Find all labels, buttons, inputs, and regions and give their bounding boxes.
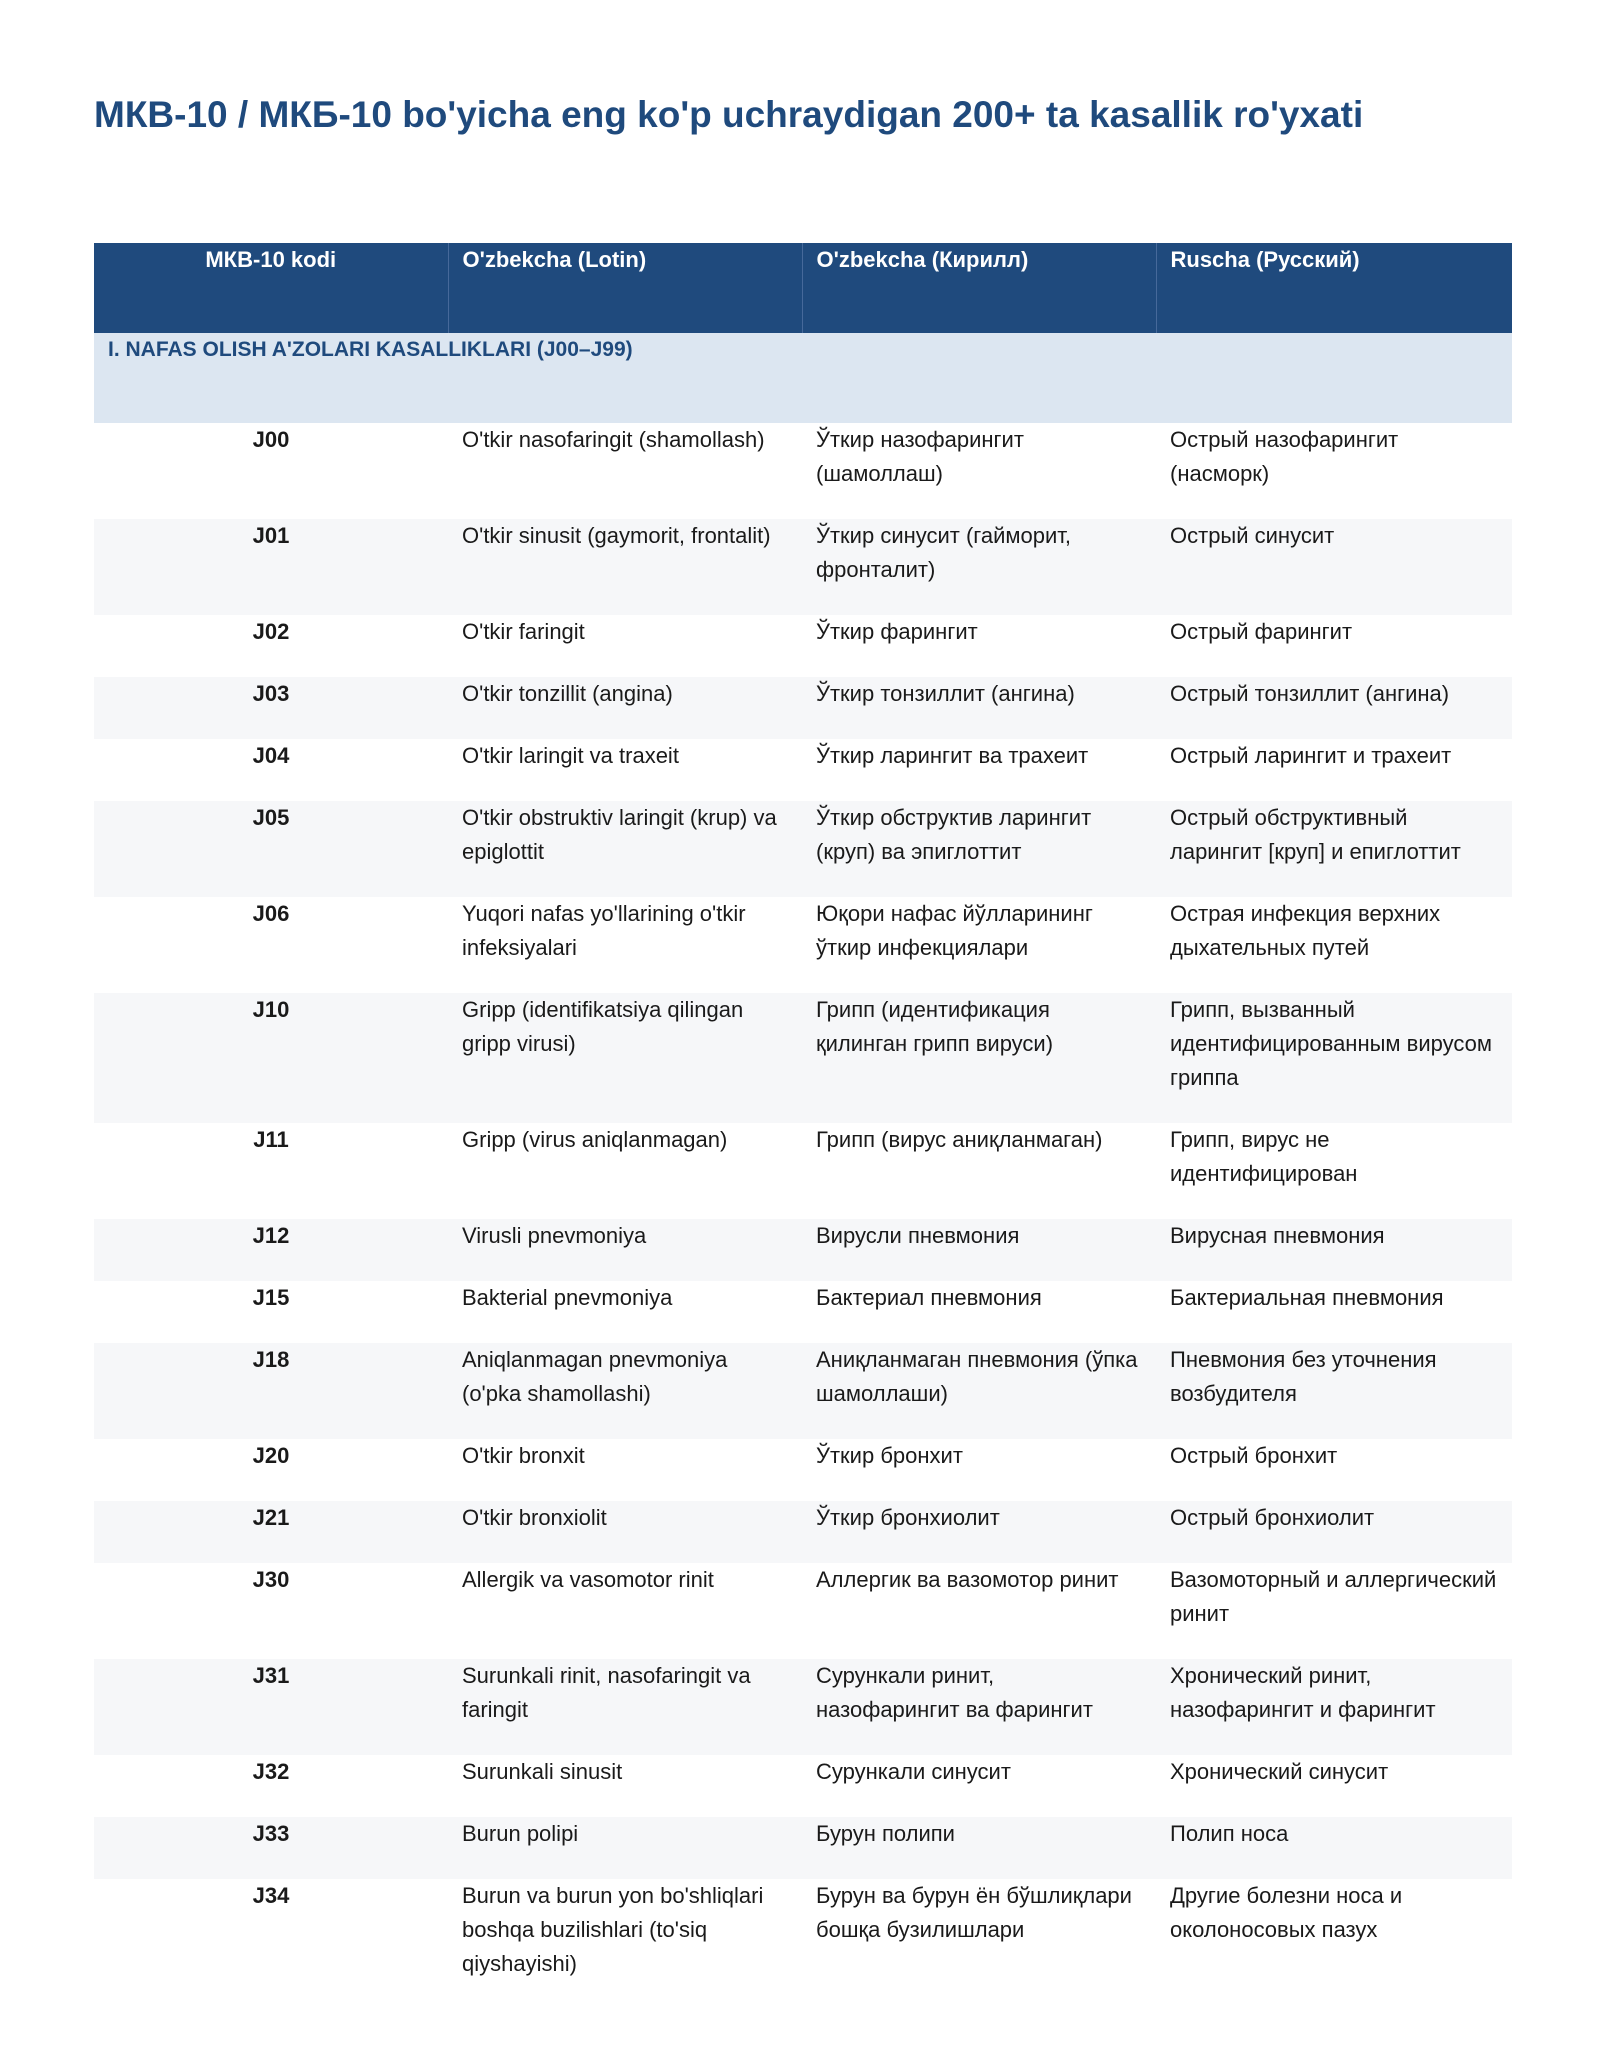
cell-uzbek-latin: Burun va burun yon bo'shliqlari boshqa buzilishlari (to'siq qiyshayishi) (462, 1883, 764, 1976)
cell-uzbek-latin: O'tkir sinusit (gaymorit, frontalit) (448, 519, 802, 615)
cell-russian: Вирусная пневмония (1156, 1219, 1512, 1281)
table-row (94, 1879, 1512, 2009)
cell-uzbek-latin: Yuqori nafas yo'llarining o'tkir infeksiyalari (462, 901, 746, 960)
cell-uzbek-cyrillic: Ўткир фарингит (816, 619, 978, 644)
table-row (94, 993, 1512, 1123)
cell-russian: Острый фарингит (1170, 619, 1353, 644)
cell-uzbek-latin: O'tkir nasofaringit (shamollash) (462, 427, 765, 452)
cell-code: J12 (94, 1219, 448, 1281)
section-row (94, 333, 1512, 423)
header-uzbek-latin: O'zbekcha (Lotin) (448, 243, 802, 333)
table-header-row (94, 243, 1512, 333)
cell-uzbek-latin: O'tkir bronxiolit (448, 1501, 802, 1563)
icd10-table (94, 243, 1512, 2009)
cell-uzbek-cyrillic: Ўткир ларингит ва трахеит (816, 743, 1089, 768)
table-header (94, 243, 1512, 333)
cell-uzbek-latin: O'tkir faringit (462, 619, 585, 644)
cell-uzbek-latin: Virusli pnevmoniya (448, 1219, 802, 1281)
cell-uzbek-latin: Surunkali rinit, nasofaringit va faringit (448, 1659, 802, 1755)
table-row (94, 1343, 1512, 1439)
cell-uzbek-cyrillic: Ўткир тонзиллит (ангина) (802, 677, 1156, 739)
cell-uzbek-latin: Gripp (virus aniqlanmagan) (462, 1127, 728, 1152)
cell-code: J05 (94, 801, 448, 897)
cell-code: J32 (252, 1759, 290, 1784)
table-row (94, 1563, 1512, 1659)
cell-uzbek-cyrillic: Аллергик ва вазомотор ринит (816, 1567, 1119, 1592)
cell-code: J06 (252, 901, 290, 926)
cell-russian: Острая инфекция верхних дыхательных путей (1170, 901, 1441, 960)
cell-uzbek-latin: Surunkali sinusit (462, 1759, 623, 1784)
cell-russian: Грипп, вирус не идентифицирован (1170, 1127, 1358, 1186)
cell-uzbek-cyrillic: Аниқланмаган пневмония (ўпка шамоллаши) (802, 1343, 1156, 1439)
cell-uzbek-latin: Burun polipi (448, 1817, 802, 1879)
table-row (94, 1123, 1512, 1219)
cell-code: J10 (94, 993, 448, 1123)
table-row (94, 1817, 1512, 1879)
table-row (94, 1755, 1512, 1817)
cell-russian: Хронический синусит (1170, 1759, 1389, 1784)
cell-code: J31 (94, 1659, 448, 1755)
cell-code: J15 (252, 1285, 290, 1310)
cell-uzbek-cyrillic: Вирусли пневмония (802, 1219, 1156, 1281)
cell-uzbek-cyrillic: Грипп (идентификация қилинган грипп вируси) (802, 993, 1156, 1123)
header-russian: Ruscha (Русский) (1156, 243, 1512, 333)
table-row (94, 615, 1512, 677)
cell-uzbek-cyrillic: Ўткир бронхит (816, 1443, 963, 1468)
cell-uzbek-latin: O'tkir obstruktiv laringit (krup) va epiglottit (448, 801, 802, 897)
cell-uzbek-latin: Gripp (identifikatsiya qilingan gripp virusi) (448, 993, 802, 1123)
cell-uzbek-cyrillic: Бурун полипи (802, 1817, 1156, 1879)
cell-uzbek-latin: O'tkir bronxit (462, 1443, 585, 1468)
header-code: МКВ-10 kodi (94, 243, 448, 333)
cell-uzbek-cyrillic: Бурун ва бурун ён бўшлиқлари бошқа бузилишлари (816, 1883, 1132, 1942)
cell-russian: Полип носа (1156, 1817, 1512, 1879)
cell-uzbek-latin: O'tkir laringit va traxeit (462, 743, 679, 768)
cell-uzbek-latin: Aniqlanmagan pnevmoniya (o'pka shamollashi) (448, 1343, 802, 1439)
cell-code: J11 (253, 1127, 289, 1152)
cell-code: J21 (94, 1501, 448, 1563)
table-row (94, 1659, 1512, 1755)
cell-russian: Острый обструктивный ларингит [круп] и епиглоттит (1156, 801, 1512, 897)
cell-code: J01 (94, 519, 448, 615)
cell-code: J00 (252, 427, 290, 452)
table-row (94, 677, 1512, 739)
cell-russian: Бактериальная пневмония (1170, 1285, 1444, 1310)
document-title: МКВ-10 / МКБ-10 bo'yicha eng ko'p uchraydigan 200+ ta kasallik ro'yxati (94, 94, 1364, 135)
cell-uzbek-cyrillic: Сурункали синусит (816, 1759, 1011, 1784)
cell-code: J02 (252, 619, 290, 644)
cell-russian: Острый назофарингит (насморк) (1170, 427, 1399, 486)
cell-code: J30 (252, 1567, 290, 1592)
table-row (94, 1439, 1512, 1501)
cell-russian: Острый тонзиллит (ангина) (1156, 677, 1512, 739)
cell-code: J20 (252, 1443, 290, 1468)
cell-code: J03 (94, 677, 448, 739)
cell-code: J18 (94, 1343, 448, 1439)
table-row (94, 801, 1512, 897)
header-uzbek-cyrillic: O'zbekcha (Кирилл) (802, 243, 1156, 333)
table-row (94, 1281, 1512, 1343)
cell-russian: Вазомоторный и аллергический ринит (1170, 1567, 1497, 1626)
cell-uzbek-latin: Bakterial pnevmoniya (462, 1285, 673, 1310)
table-body (94, 333, 1512, 2009)
cell-uzbek-cyrillic: Юқори нафас йўлларининг ўткир инфекциялари (816, 901, 1093, 960)
cell-russian: Острый ларингит и трахеит (1170, 743, 1452, 768)
cell-uzbek-cyrillic: Ўткир обструктив ларингит (круп) ва эпиглоттит (802, 801, 1156, 897)
cell-code: J34 (252, 1883, 290, 1908)
table-row (94, 897, 1512, 993)
table-row (94, 423, 1512, 519)
cell-uzbek-cyrillic: Сурункали ринит, назофарингит ва фарингит (802, 1659, 1156, 1755)
cell-code: J04 (252, 743, 290, 768)
cell-uzbek-latin: Allergik va vasomotor rinit (462, 1567, 714, 1592)
cell-russian: Острый бронхиолит (1156, 1501, 1512, 1563)
cell-russian: Пневмония без уточнения возбудителя (1156, 1343, 1512, 1439)
cell-russian: Острый синусит (1156, 519, 1512, 615)
cell-russian: Острый бронхит (1170, 1443, 1338, 1468)
table-row (94, 519, 1512, 615)
table-row (94, 1219, 1512, 1281)
cell-uzbek-latin: O'tkir tonzillit (angina) (448, 677, 802, 739)
cell-russian: Другие болезни носа и околоносовых пазух (1170, 1883, 1403, 1942)
cell-russian: Грипп, вызванный идентифицированным вирусом гриппа (1156, 993, 1512, 1123)
table-row (94, 1501, 1512, 1563)
section-title: I. NAFAS OLISH A'ZOLARI KASALLIKLARI (J00–J99) (94, 333, 1512, 423)
cell-uzbek-cyrillic: Ўткир синусит (гайморит, фронталит) (802, 519, 1156, 615)
cell-uzbek-cyrillic: Ўткир назофарингит (шамоллаш) (816, 427, 1024, 486)
cell-russian: Хронический ринит, назофарингит и фарингит (1156, 1659, 1512, 1755)
cell-uzbek-cyrillic: Бактериал пневмония (816, 1285, 1042, 1310)
cell-uzbek-cyrillic: Ўткир бронхиолит (802, 1501, 1156, 1563)
cell-code: J33 (94, 1817, 448, 1879)
cell-uzbek-cyrillic: Грипп (вирус аниқланмаган) (816, 1127, 1103, 1152)
table-row (94, 739, 1512, 801)
